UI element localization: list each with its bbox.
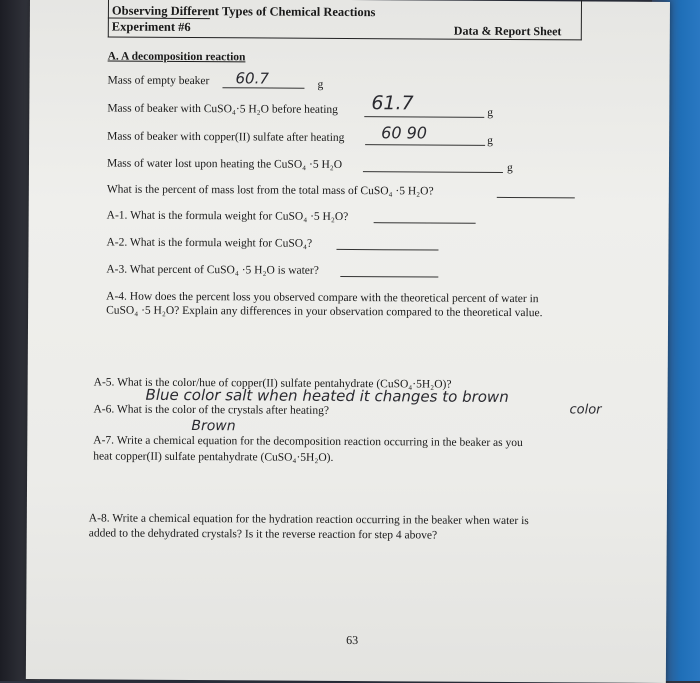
empty-beaker-unit: g — [317, 78, 324, 91]
question-a7-line1: A-7. Write a chemical equation for the decomposition reaction occurring in the beaker as you — [93, 434, 523, 450]
question-a1: A-1. What is the formula weight for CuSO₄ ·5 H₂O? — [106, 209, 349, 223]
question-a2: A-2. What is the formula weight for CuSO₄? — [106, 236, 313, 250]
water-lost-label: Mass of water lost upon heating the CuSO₄ ·5 H₂O — [106, 157, 343, 171]
before-heating-value: 61.7 — [371, 92, 414, 115]
sheet-label: Data & Report Sheet — [453, 23, 562, 39]
a5-handwritten-answer-tail: color — [569, 402, 602, 418]
a5-handwritten-answer: Blue color salt when heated it changes to brown — [145, 385, 509, 406]
before-heating-label: Mass of beaker with CuSO₄·5 H₂O before heating — [107, 102, 338, 116]
question-a4-line2: CuSO₄ ·5 H₂O? Explain any differences in your observation compared to the theoretical value. — [106, 304, 543, 320]
percent-lost-question: What is the percent of mass lost from the total mass of CuSO₄ ·5 H₂O? — [106, 183, 434, 198]
question-a5: A-5. What is the color/hue of copper(II) sulfate pentahydrate (CuSO₄·5H₂O)? — [93, 376, 452, 391]
question-a8-line1: A-8. Write a chemical equation for the hydration reaction occurring in the beaker when water is — [88, 512, 529, 528]
a3-answer-line — [340, 276, 438, 278]
question-a8-line2: added to the dehydrated crystals? Is it the reverse reaction for step 4 above? — [88, 527, 438, 542]
water-lost-line — [363, 171, 503, 173]
a1-answer-line — [374, 222, 476, 224]
percent-lost-line — [497, 197, 575, 198]
after-heating-unit: g — [487, 134, 493, 147]
a6-handwritten-answer: Brown — [191, 418, 236, 435]
page-title: Observing Different Types of Chemical Reactions — [111, 3, 376, 20]
question-a6: A-6. What is the color of the crystals after heating? — [93, 403, 329, 417]
question-a7-line2: heat copper(II) sulfate pentahydrate (CuSO₄·5H₂O). — [93, 450, 334, 464]
after-heating-label: Mass of beaker with copper(II) sulfate after heating — [107, 130, 345, 144]
after-heating-value: 60 90 — [381, 123, 428, 143]
before-heating-line — [364, 116, 484, 118]
water-lost-unit: g — [506, 161, 513, 174]
empty-beaker-value: 60.7 — [235, 69, 269, 88]
question-a4-line1: A-4. How does the percent loss you observed compare with the theoretical percent of water in — [106, 290, 539, 306]
page-number: 63 — [346, 632, 359, 648]
worksheet-page — [26, 0, 670, 683]
empty-beaker-label: Mass of empty beaker — [107, 74, 210, 88]
section-heading: A. A decomposition reaction — [107, 50, 246, 64]
a2-answer-line — [336, 249, 438, 251]
experiment-number: Experiment #6 — [111, 19, 191, 35]
after-heating-line — [365, 144, 485, 146]
before-heating-unit: g — [487, 106, 494, 119]
question-a3: A-3. What percent of CuSO₄ ·5 H₂O is water? — [106, 263, 319, 277]
